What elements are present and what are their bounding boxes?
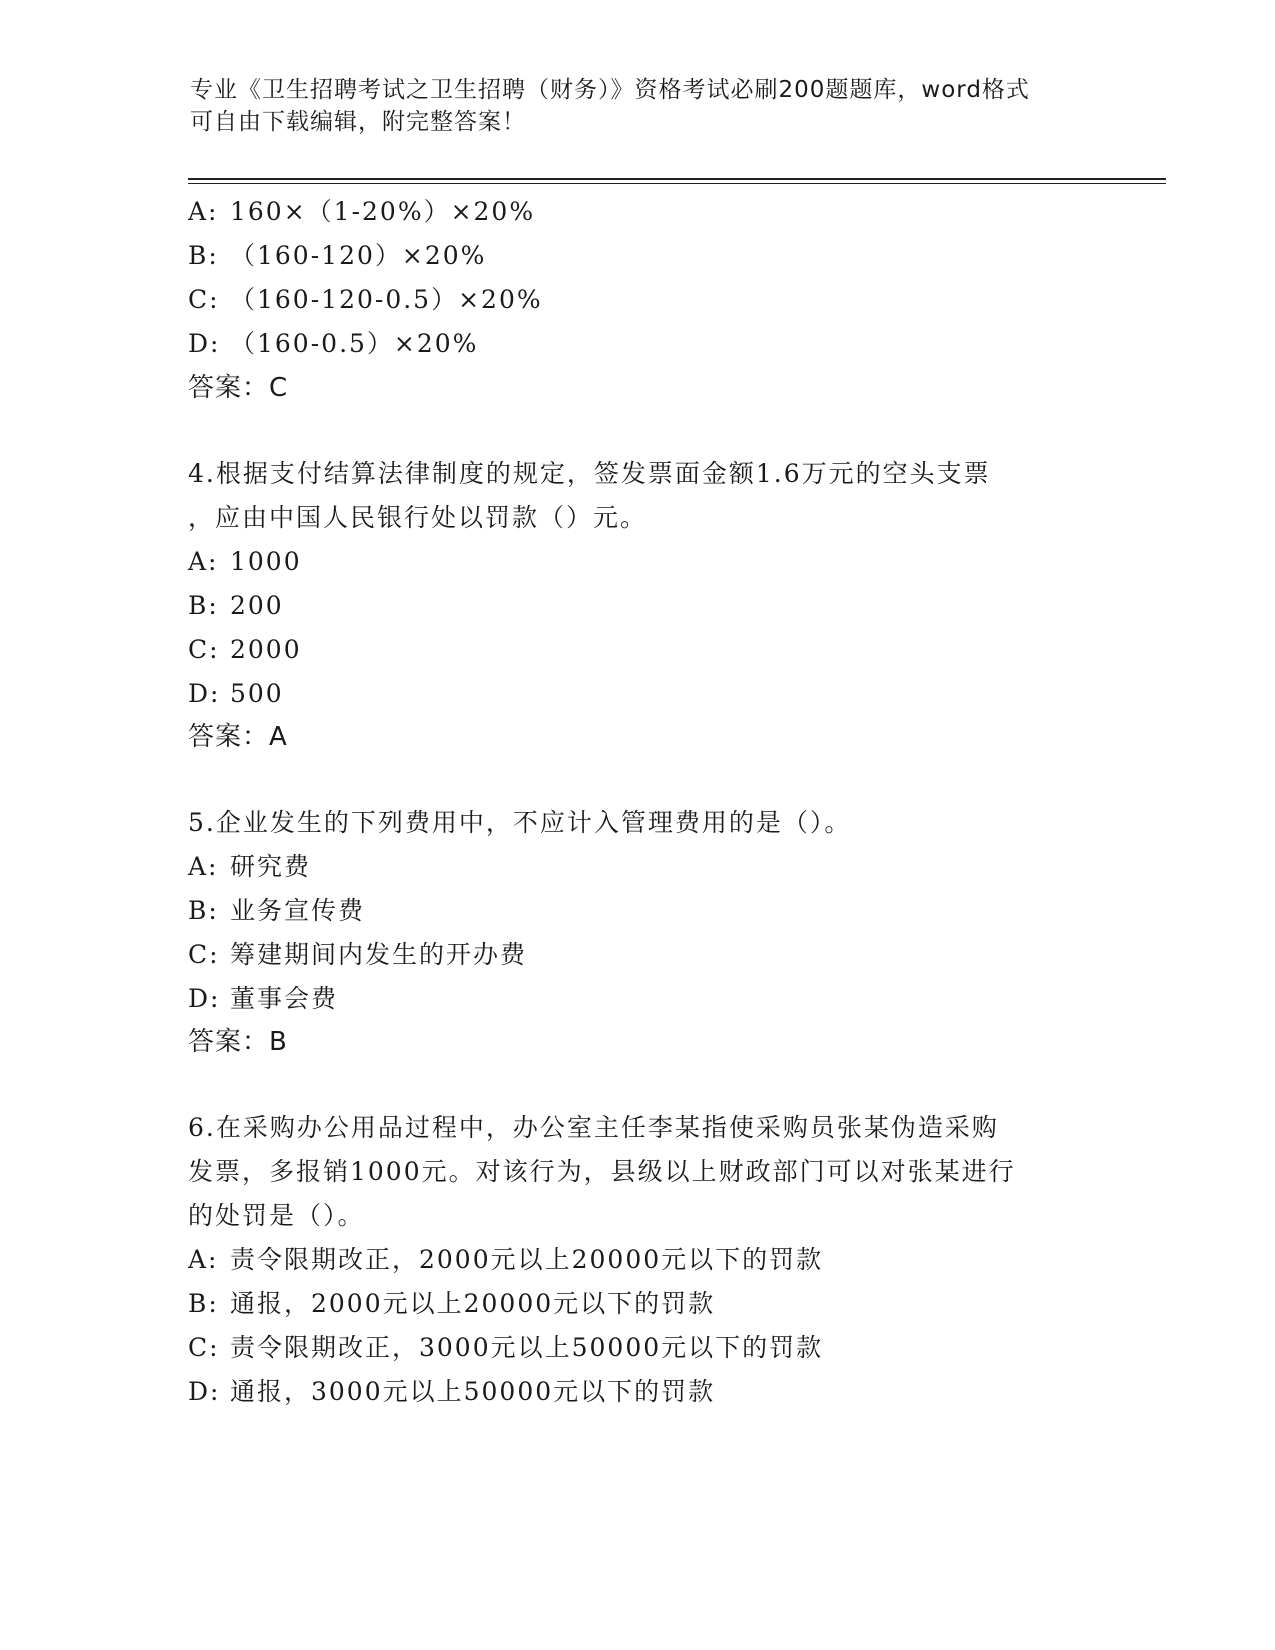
q3-option-a: [188, 197, 535, 227]
q6-option-b-text: 通报，2000元以上20000元以下的罚款: [230, 1289, 716, 1318]
q6-option-a-key: A:: [188, 1245, 219, 1274]
q4-option-c-text: 2000: [230, 635, 302, 664]
header-divider-thin: [188, 183, 1166, 184]
q6-option-a-text: 责令限期改正，2000元以上20000元以下的罚款: [230, 1245, 824, 1274]
q6-option-d-text: 通报，3000元以上50000元以下的罚款: [230, 1377, 716, 1406]
q3-option-d-key: D:: [188, 329, 221, 358]
q4-stem-line-2: ，应由中国人民银行处以罚款（）元。: [188, 503, 648, 532]
q6-option-d: [188, 1377, 715, 1407]
q6-stem-line-1: 6.在采购办公用品过程中，办公室主任李某指使采购员张某伪造采购: [188, 1113, 999, 1142]
q4-option-b-key: B:: [188, 591, 219, 620]
q3-option-a-key: A:: [188, 197, 219, 226]
q6-option-c-key: C:: [188, 1333, 220, 1362]
q3-answer: 答案：C: [188, 373, 289, 403]
q6-option-c-text: 责令限期改正，3000元以上50000元以下的罚款: [230, 1333, 824, 1362]
q6-stem-line-3: 的处罚是（）。: [188, 1201, 365, 1230]
q5-answer: 答案：B: [188, 1027, 288, 1057]
q5-option-a-text: 研究费: [230, 852, 312, 881]
q6-option-c: [188, 1333, 823, 1363]
q4-option-c: [188, 635, 302, 665]
q4-option-a: [188, 547, 302, 577]
q5-option-d: [188, 984, 338, 1014]
q3-option-b-text: （160-120）×20%: [230, 241, 487, 270]
q4-option-d-key: D:: [188, 679, 221, 708]
q3-option-b-key: B:: [188, 241, 219, 270]
header-title-line-1: 专业《卫生招聘考试之卫生招聘（财务）》资格考试必刷200题题库，word格式: [190, 77, 1030, 103]
q5-option-b-text: 业务宣传费: [230, 896, 366, 925]
q3-option-c-key: C:: [188, 285, 220, 314]
q5-stem-line-1: 5.企业发生的下列费用中，不应计入管理费用的是（）。: [188, 808, 852, 837]
q3-option-a-text: 160×（1-20%）×20%: [230, 197, 536, 226]
q5-option-c-text: 筹建期间内发生的开办费: [230, 940, 528, 969]
q5-option-a: [188, 852, 311, 882]
q5-option-c: [188, 940, 527, 970]
q4-option-d-text: 500: [230, 679, 284, 708]
q4-option-c-key: C:: [188, 635, 220, 664]
q3-option-c-text: （160-120-0.5）×20%: [230, 285, 543, 314]
q6-option-b-key: B:: [188, 1289, 219, 1318]
q6-stem-line-2: 发票，多报销1000元。对该行为，县级以上财政部门可以对张某进行: [188, 1157, 1016, 1186]
q6-option-d-key: D:: [188, 1377, 221, 1406]
q5-option-d-key: D:: [188, 984, 221, 1013]
q5-option-b-key: B:: [188, 896, 219, 925]
q5-option-c-key: C:: [188, 940, 220, 969]
q5-option-d-text: 董事会费: [230, 984, 339, 1013]
q5-option-b: [188, 896, 365, 926]
q4-option-b-text: 200: [230, 591, 284, 620]
q4-option-a-key: A:: [188, 547, 219, 576]
document-header: [190, 74, 1090, 138]
q4-answer: 答案：A: [188, 722, 288, 752]
q4-option-a-text: 1000: [230, 547, 302, 576]
q3-option-c: [188, 285, 543, 315]
q3-option-d-text: （160-0.5）×20%: [230, 329, 479, 358]
q3-option-b: [188, 241, 486, 271]
q5-option-a-key: A:: [188, 852, 219, 881]
header-divider-thick: [188, 178, 1166, 180]
q3-option-d: [188, 329, 478, 359]
q4-option-d: [188, 679, 284, 709]
q6-option-a: [188, 1245, 823, 1275]
q4-option-b: [188, 591, 284, 621]
q6-option-b: [188, 1289, 715, 1319]
q4-stem-line-1: 4.根据支付结算法律制度的规定，签发票面金额1.6万元的空头支票: [188, 459, 991, 488]
header-title-line-2: 可自由下载编辑，附完整答案！: [190, 109, 526, 135]
